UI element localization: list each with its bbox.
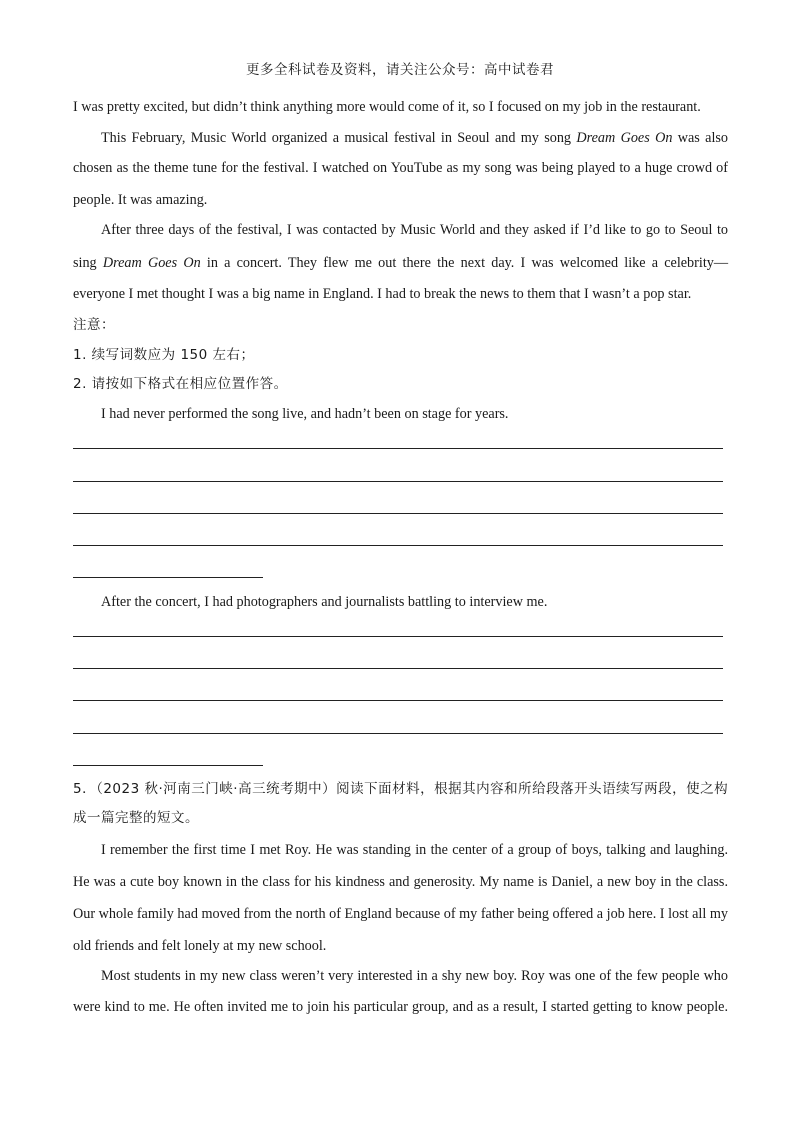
passage-line xyxy=(101,128,728,148)
answer-line[interactable] xyxy=(73,765,263,766)
answer-line[interactable] xyxy=(73,545,723,546)
notes-title: 注意： xyxy=(73,317,115,333)
answer-line[interactable] xyxy=(73,700,723,701)
answer-line[interactable] xyxy=(73,668,723,669)
passage-line: Most students in my new class weren’t very interested in a shy new boy. Roy was one of the few people who xyxy=(101,968,728,984)
question-5-title: 5．（2023 秋·河南三门峡·高三统考期中）阅读下面材料，根据其内容和所给段落开头语续写两段，使之构 xyxy=(73,781,729,797)
answer-line[interactable] xyxy=(73,733,723,734)
song-title: Dream Goes On xyxy=(576,130,673,146)
answer-line[interactable] xyxy=(73,513,723,514)
passage-line: chosen as the theme tune for the festival. I watched on YouTube as my song was being played to a huge crowd of xyxy=(73,160,728,176)
passage-text: in a concert. They flew me out there the next day. I was welcomed like a celebrity— xyxy=(206,255,729,271)
passage-line: old friends and felt lonely at my new school. xyxy=(73,938,327,954)
passage-text: was also xyxy=(677,130,729,146)
passage-text: sing xyxy=(73,255,97,271)
notes-item: 1. 续写词数应为 150 左右； xyxy=(73,347,255,363)
passage-line: were kind to me. He often invited me to join his particular group, and as a result, I started getting to know people. xyxy=(73,999,728,1015)
song-title: Dream Goes On xyxy=(102,255,201,271)
question-5-title: 成一篇完整的短文。 xyxy=(73,810,199,826)
answer-line[interactable] xyxy=(73,448,723,449)
passage-text: This February, Music World organized a musical festival in Seoul and my song xyxy=(101,130,572,146)
answer-line[interactable] xyxy=(73,577,263,578)
page-header: 更多全科试卷及资料，请关注公众号：高中试卷君 xyxy=(246,62,554,78)
passage-line: I remember the first time I met Roy. He was standing in the center of a group of boys, talking and laughing. xyxy=(101,842,728,858)
answer-line[interactable] xyxy=(73,636,723,637)
notes-item: 2. 请按如下格式在相应位置作答。 xyxy=(73,376,288,392)
passage-line: Our whole family had moved from the north of England because of my father being offered a job here. I lost all my xyxy=(73,906,728,922)
continuation-prompt-1: I had never performed the song live, and hadn’t been on stage for years. xyxy=(101,406,509,422)
continuation-prompt-2: After the concert, I had photographers and journalists battling to interview me. xyxy=(101,594,548,610)
passage-line: After three days of the festival, I was contacted by Music World and they asked if I’d like to go to Seoul to xyxy=(101,222,728,238)
passage-line: everyone I met thought I was a big name in England. I had to break the news to them that I wasn’t a pop star. xyxy=(73,286,692,302)
passage-line: people. It was amazing. xyxy=(73,192,208,208)
answer-line[interactable] xyxy=(73,481,723,482)
passage-line: He was a cute boy known in the class for his kindness and generosity. My name is Daniel, a new boy in the class. xyxy=(73,874,728,890)
passage-line xyxy=(73,253,728,273)
passage-line: I was pretty excited, but didn’t think anything more would come of it, so I focused on my job in the restaurant. xyxy=(73,99,701,115)
